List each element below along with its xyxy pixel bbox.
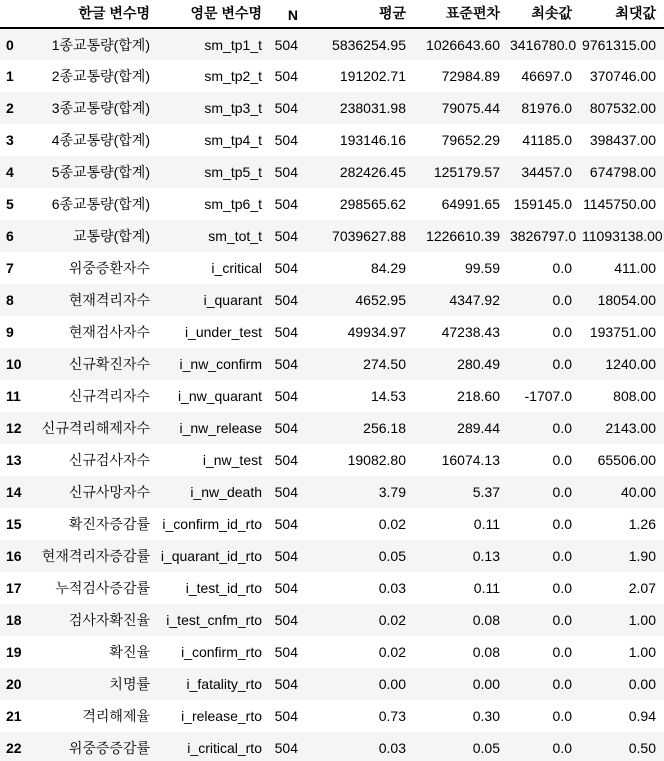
cell-n: 504 xyxy=(274,548,298,564)
cell-mean: 0.73 xyxy=(378,708,406,724)
cell-min: 0.0 xyxy=(552,612,572,628)
cell-n: 504 xyxy=(274,644,298,660)
cell-min: 0.0 xyxy=(552,420,572,436)
cell-mean: 238031.98 xyxy=(339,100,406,116)
cell-english-name: i_test_id_rto xyxy=(185,580,262,596)
row-index: 12 xyxy=(6,420,22,436)
cell-mean: 7039627.88 xyxy=(332,228,406,244)
row-index: 10 xyxy=(6,356,22,372)
cell-min: -1707.0 xyxy=(524,388,572,404)
cell-mean: 19082.80 xyxy=(347,452,406,468)
table-row xyxy=(0,668,664,700)
cell-min: 0.0 xyxy=(552,356,572,372)
cell-korean-name: 4종교통량(합계) xyxy=(51,132,150,148)
table-row xyxy=(0,156,664,188)
cell-min: 0.0 xyxy=(552,260,572,276)
column-header-std: 표준편차 xyxy=(414,0,508,28)
table-row xyxy=(0,316,664,348)
cell-korean-name: 현재검사자수 xyxy=(68,324,150,340)
table-row xyxy=(0,636,664,668)
cell-min: 0.0 xyxy=(552,548,572,564)
cell-mean: 4652.95 xyxy=(355,292,406,308)
cell-english-name: sm_tp6_t xyxy=(204,196,262,212)
cell-english-name: sm_tp3_t xyxy=(204,100,262,116)
cell-n: 504 xyxy=(274,516,298,532)
cell-korean-name: 누적검사증감률 xyxy=(55,580,150,596)
cell-std: 0.05 xyxy=(472,740,500,756)
cell-mean: 0.05 xyxy=(378,548,406,564)
cell-std: 0.11 xyxy=(473,516,500,532)
cell-max: 2143.00 xyxy=(605,420,656,436)
cell-english-name: i_release_rto xyxy=(181,708,262,724)
cell-n: 504 xyxy=(274,388,298,404)
cell-n: 504 xyxy=(274,580,298,596)
cell-korean-name: 신규사망자수 xyxy=(68,484,150,500)
cell-std: 125179.57 xyxy=(433,164,500,180)
cell-korean-name: 신규격리자수 xyxy=(68,388,150,404)
cell-std: 0.13 xyxy=(472,548,500,564)
cell-max: 1240.00 xyxy=(605,356,656,372)
cell-english-name: i_quarant_id_rto xyxy=(160,548,262,564)
cell-max: 808.00 xyxy=(613,388,656,404)
cell-n: 504 xyxy=(274,452,298,468)
row-index: 3 xyxy=(6,132,14,148)
cell-mean: 5836254.95 xyxy=(332,36,406,53)
row-index: 8 xyxy=(6,292,14,308)
cell-english-name: i_under_test xyxy=(184,324,262,340)
cell-english-name: i_nw_test xyxy=(202,452,262,468)
table-row xyxy=(0,732,664,761)
row-index: 5 xyxy=(6,196,14,212)
cell-n: 504 xyxy=(274,36,298,53)
cell-n: 504 xyxy=(274,292,298,308)
cell-korean-name: 확진율 xyxy=(109,644,150,660)
cell-korean-name: 2종교통량(합계) xyxy=(51,68,150,84)
cell-max: 370746.00 xyxy=(589,68,656,84)
column-header-n: N xyxy=(270,0,306,28)
column-header-index xyxy=(0,0,28,28)
cell-std: 16074.13 xyxy=(441,452,500,468)
cell-korean-name: 교통량(합계) xyxy=(73,228,150,244)
cell-n: 504 xyxy=(274,164,298,180)
cell-english-name: i_nw_quarant xyxy=(177,388,262,404)
cell-min: 0.0 xyxy=(552,292,572,308)
cell-std: 4347.92 xyxy=(449,292,500,308)
cell-std: 79652.29 xyxy=(441,132,500,148)
cell-min: 0.0 xyxy=(552,644,572,660)
header-row xyxy=(0,0,664,28)
table-row xyxy=(0,476,664,508)
cell-korean-name: 위중증증감률 xyxy=(68,740,150,756)
row-index: 9 xyxy=(6,324,14,340)
cell-korean-name: 신규확진자수 xyxy=(68,356,150,372)
row-index: 16 xyxy=(6,548,22,564)
cell-max: 1.26 xyxy=(628,516,656,532)
cell-max: 1.90 xyxy=(628,548,656,564)
cell-mean: 0.00 xyxy=(378,676,406,692)
cell-korean-name: 검사자확진율 xyxy=(68,612,150,628)
cell-max: 1.00 xyxy=(628,644,656,660)
cell-n: 504 xyxy=(274,68,298,84)
cell-std: 0.00 xyxy=(472,676,500,692)
cell-max: 0.50 xyxy=(628,740,656,756)
row-index: 0 xyxy=(6,36,14,53)
cell-korean-name: 6종교통량(합계) xyxy=(51,196,150,212)
row-index: 17 xyxy=(6,580,22,596)
cell-std: 1026643.60 xyxy=(426,36,500,53)
column-header-min: 최솟값 xyxy=(508,0,580,28)
cell-mean: 84.29 xyxy=(370,260,406,276)
cell-english-name: i_nw_death xyxy=(190,484,262,500)
cell-n: 504 xyxy=(274,708,298,724)
cell-english-name: i_critical xyxy=(211,260,262,276)
row-index: 7 xyxy=(6,260,14,276)
cell-std: 79075.44 xyxy=(441,100,500,116)
cell-mean: 49934.97 xyxy=(347,324,406,340)
cell-max: 398437.00 xyxy=(589,132,656,148)
cell-mean: 14.53 xyxy=(370,388,406,404)
cell-max: 0.00 xyxy=(628,676,656,692)
cell-max: 40.00 xyxy=(620,484,656,500)
cell-mean: 0.03 xyxy=(378,580,406,596)
cell-english-name: i_confirm_id_rto xyxy=(162,516,262,532)
cell-max: 0.94 xyxy=(628,708,656,724)
cell-korean-name: 위중증환자수 xyxy=(68,260,150,276)
cell-mean: 0.02 xyxy=(378,516,406,532)
row-index: 15 xyxy=(6,516,22,532)
cell-english-name: i_fatality_rto xyxy=(186,676,262,692)
table-row xyxy=(0,412,664,444)
cell-korean-name: 치명률 xyxy=(109,676,150,692)
cell-mean: 0.02 xyxy=(378,644,406,660)
cell-std: 47238.43 xyxy=(441,324,500,340)
cell-mean: 282426.45 xyxy=(339,164,406,180)
cell-mean: 256.18 xyxy=(363,420,406,436)
cell-n: 504 xyxy=(274,356,298,372)
cell-mean: 0.02 xyxy=(378,612,406,628)
table-row xyxy=(0,700,664,732)
row-index: 13 xyxy=(6,452,22,468)
cell-n: 504 xyxy=(274,100,298,116)
cell-max: 18054.00 xyxy=(597,292,656,308)
cell-mean: 0.03 xyxy=(378,740,406,756)
cell-max: 1145750.00 xyxy=(583,196,656,212)
row-index: 20 xyxy=(6,676,22,692)
row-index: 19 xyxy=(6,644,22,660)
cell-std: 99.59 xyxy=(464,260,500,276)
cell-max: 807532.00 xyxy=(589,100,656,116)
table-row xyxy=(0,572,664,604)
row-index: 22 xyxy=(6,740,22,756)
table-row xyxy=(0,444,664,476)
table-row xyxy=(0,348,664,380)
cell-mean: 3.79 xyxy=(378,484,406,500)
cell-n: 504 xyxy=(274,260,298,276)
row-index: 21 xyxy=(6,708,22,724)
cell-english-name: sm_tp4_t xyxy=(204,132,262,148)
cell-max: 9761315.00 xyxy=(582,36,656,53)
cell-mean: 298565.62 xyxy=(339,196,406,212)
row-index: 11 xyxy=(6,388,21,404)
table-row xyxy=(0,220,664,252)
cell-max: 11093138.00 xyxy=(582,228,663,244)
cell-english-name: i_confirm_rto xyxy=(181,644,262,660)
cell-n: 504 xyxy=(274,612,298,628)
cell-english-name: i_test_cnfm_rto xyxy=(166,612,262,628)
cell-mean: 193146.16 xyxy=(339,132,406,148)
cell-korean-name: 격리해제율 xyxy=(82,708,150,724)
cell-korean-name: 신규검사자수 xyxy=(68,452,150,468)
cell-min: 34457.0 xyxy=(521,164,572,180)
cell-english-name: i_nw_confirm xyxy=(179,356,262,372)
cell-std: 280.49 xyxy=(457,356,500,372)
table-row xyxy=(0,540,664,572)
cell-std: 0.30 xyxy=(472,708,500,724)
cell-min: 159145.0 xyxy=(513,196,572,212)
cell-korean-name: 현재격리자수 xyxy=(68,292,150,308)
table-row xyxy=(0,380,664,412)
cell-english-name: sm_tp2_t xyxy=(204,68,262,84)
cell-min: 0.0 xyxy=(552,708,572,724)
cell-min: 0.0 xyxy=(552,484,572,500)
table-row xyxy=(0,28,664,60)
cell-min: 0.0 xyxy=(552,324,572,340)
table-header xyxy=(0,0,664,28)
cell-english-name: i_nw_release xyxy=(179,420,262,436)
column-header-max: 최댓값 xyxy=(580,0,664,28)
column-header-korean-name: 한글 변수명 xyxy=(28,0,158,28)
cell-korean-name: 신규격리해제자수 xyxy=(41,420,150,436)
cell-min: 46697.0 xyxy=(521,68,572,84)
cell-korean-name: 현재격리자증감률 xyxy=(41,548,150,564)
cell-english-name: i_critical_rto xyxy=(187,740,262,756)
cell-english-name: sm_tp5_t xyxy=(204,164,262,180)
cell-min: 0.0 xyxy=(552,516,572,532)
cell-max: 2.07 xyxy=(628,580,656,596)
cell-max: 411.00 xyxy=(614,260,656,276)
cell-n: 504 xyxy=(274,676,298,692)
row-index: 2 xyxy=(6,100,14,116)
cell-english-name: i_quarant xyxy=(203,292,262,308)
cell-mean: 274.50 xyxy=(363,356,406,372)
cell-min: 3826797.0 xyxy=(510,228,577,244)
cell-min: 0.0 xyxy=(552,452,572,468)
cell-n: 504 xyxy=(274,420,298,436)
table-row xyxy=(0,508,664,540)
cell-min: 0.0 xyxy=(552,740,572,756)
cell-korean-name: 1종교통량(합계) xyxy=(51,36,150,53)
cell-min: 0.0 xyxy=(552,580,572,596)
cell-english-name: sm_tot_t xyxy=(208,228,262,244)
table-row xyxy=(0,92,664,124)
cell-min: 3416780.0 xyxy=(510,36,577,53)
row-index: 1 xyxy=(6,68,14,84)
table-row xyxy=(0,284,664,316)
cell-std: 72984.89 xyxy=(441,68,500,84)
cell-korean-name: 확진자증감률 xyxy=(68,516,150,532)
column-header-mean: 평균 xyxy=(306,0,414,28)
table-row xyxy=(0,604,664,636)
cell-n: 504 xyxy=(274,196,298,212)
cell-std: 0.08 xyxy=(472,644,500,660)
row-index: 6 xyxy=(6,228,14,244)
column-header-english-name: 영문 변수명 xyxy=(158,0,270,28)
cell-n: 504 xyxy=(274,324,298,340)
cell-min: 81976.0 xyxy=(521,100,572,116)
table-row xyxy=(0,188,664,220)
cell-std: 0.08 xyxy=(472,612,500,628)
row-index: 4 xyxy=(6,164,14,180)
cell-english-name: sm_tp1_t xyxy=(204,36,262,53)
cell-std: 5.37 xyxy=(472,484,500,500)
cell-std: 64991.65 xyxy=(441,196,500,212)
cell-korean-name: 3종교통량(합계) xyxy=(51,100,150,116)
cell-n: 504 xyxy=(274,132,298,148)
table-row xyxy=(0,124,664,156)
cell-max: 65506.00 xyxy=(597,452,656,468)
cell-std: 289.44 xyxy=(457,420,500,436)
cell-n: 504 xyxy=(274,228,298,244)
row-index: 18 xyxy=(6,612,22,628)
table-row xyxy=(0,60,664,92)
cell-max: 674798.00 xyxy=(589,164,656,180)
cell-mean: 191202.71 xyxy=(339,68,406,84)
row-index: 14 xyxy=(6,484,22,500)
cell-std: 0.11 xyxy=(473,580,500,596)
cell-n: 504 xyxy=(274,740,298,756)
cell-max: 1.00 xyxy=(628,612,656,628)
table-body xyxy=(0,28,664,761)
cell-max: 193751.00 xyxy=(589,324,656,340)
cell-korean-name: 5종교통량(합계) xyxy=(51,164,150,180)
cell-min: 41185.0 xyxy=(522,132,572,148)
cell-std: 1226610.39 xyxy=(426,228,500,244)
cell-n: 504 xyxy=(274,484,298,500)
table-row xyxy=(0,252,664,284)
cell-std: 218.60 xyxy=(457,388,500,404)
cell-min: 0.0 xyxy=(552,676,572,692)
